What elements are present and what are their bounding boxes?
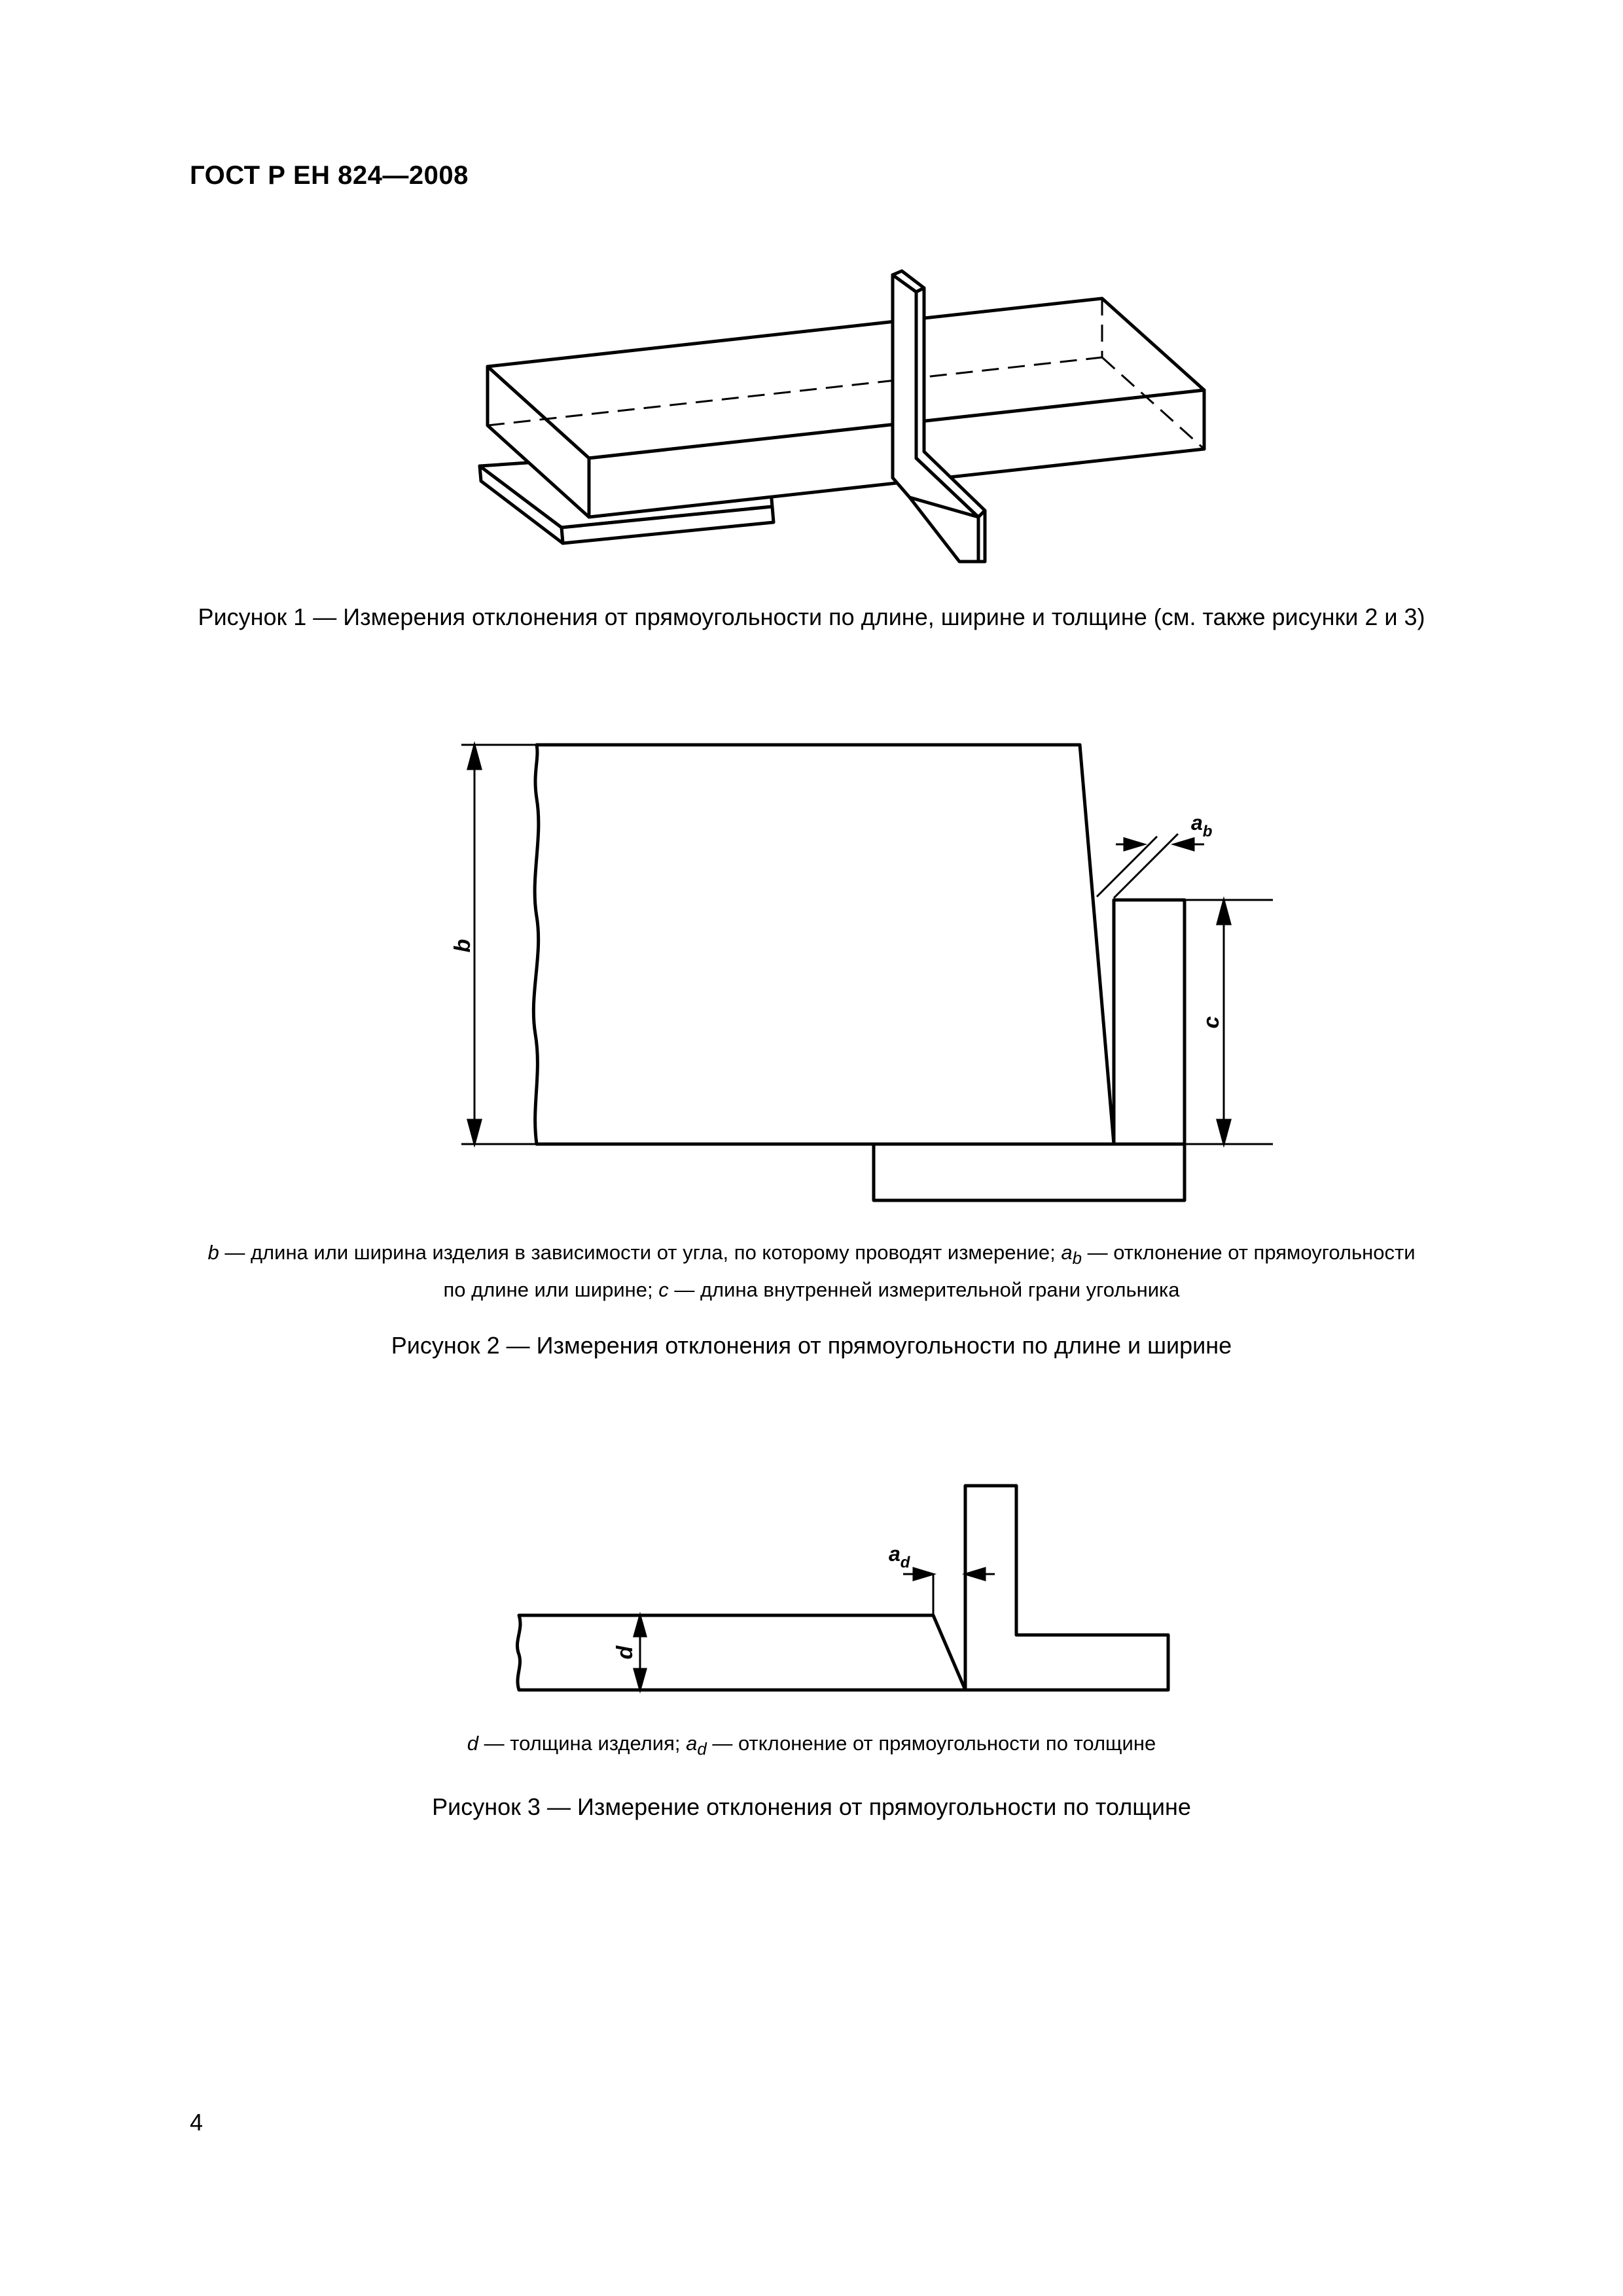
figure-2-caption: Рисунок 2 — Измерения отклонения от прямоугольности по длине и ширине [391,1332,1232,1359]
figure-3-caption: Рисунок 3 — Измерение отклонения от прямоугольности по толщине [432,1793,1191,1820]
legend-line-1: b — длина или ширина изделия в зависимости от угла, по которому проводят измерение; $a_b$ — отклонение от прямоугольности [207,1241,1416,1268]
workpiece-thickness [517,1615,965,1690]
label-ab: $a_b$ [1191,811,1213,840]
label-b: b [450,939,475,953]
label-d: d [613,1645,637,1660]
square-profile [965,1486,1168,1690]
figure-1-caption: Рисунок 1 — Измерения отклонения от прямоугольности по длине, ширине и толщине (см. также рисунки 2 и 3) [198,603,1425,630]
label-c: c [1199,1016,1224,1029]
page-number: 4 [190,2109,204,2136]
figure-3-legend: d — толщина изделия; $a_d$ — отклонение от прямоугольности по толщине [467,1732,1156,1759]
document-header: ГОСТ Р ЕН 824—2008 [190,161,469,190]
legend-line-2: по длине или ширине; c — длина внутренней измерительной грани угольника [443,1278,1180,1302]
label-ad: $a_d$ [889,1542,910,1571]
